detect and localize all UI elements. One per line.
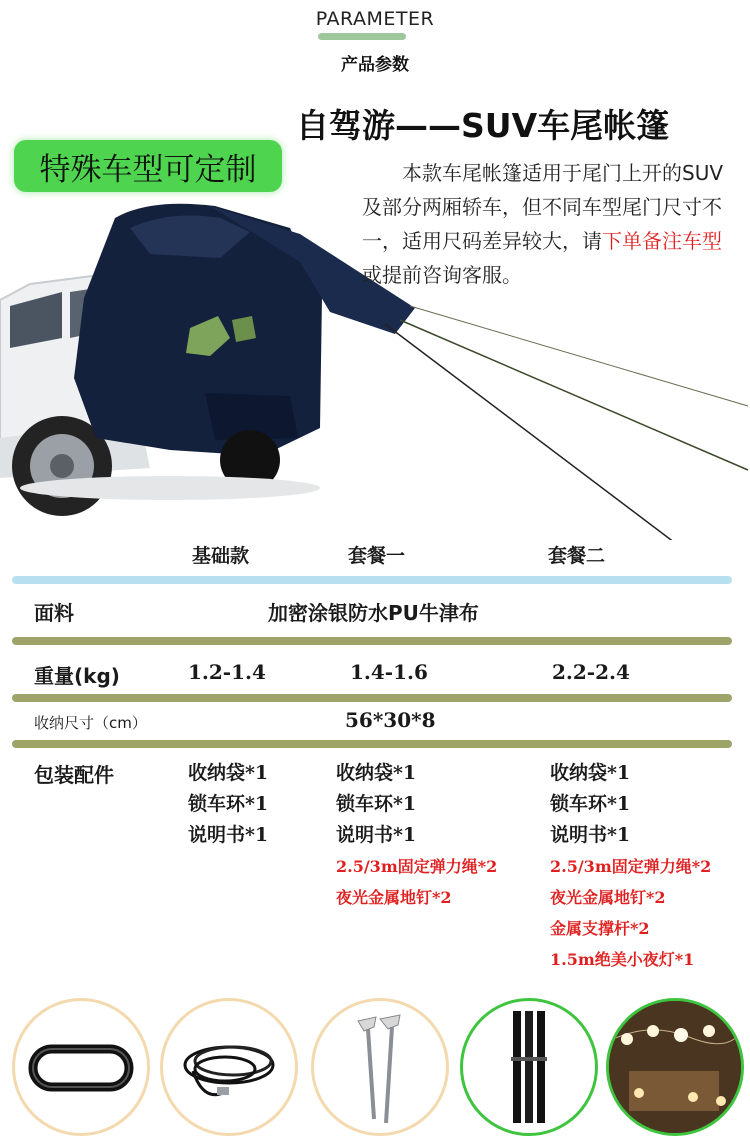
list-item-extra: 2.5/3m固定弹力绳*2 [336, 857, 498, 876]
accessories-basic [188, 758, 268, 851]
description-text-end: 或提前咨询客服。 [362, 263, 522, 287]
pole-icon [463, 1001, 595, 1133]
column-basic: 基础款 [192, 545, 250, 567]
list-item-extra: 1.5m绝美小夜灯*1 [550, 950, 695, 969]
storage-label: 收纳尺寸（cm） [34, 714, 147, 732]
carabiner-icon [15, 1001, 147, 1133]
fabric-value: 加密涂银防水PU牛津布 [268, 601, 479, 625]
description-text: 本款车尾帐篷适用于尾门上开的SUV及部分两厢轿车，但不同车型尾门尺寸不一，适用尺码差异较大，请 [362, 161, 724, 253]
header-divider [12, 576, 732, 584]
rope-icon [163, 1001, 295, 1133]
storage-value: 56*30*8 [345, 708, 436, 732]
string-lights-image [606, 998, 744, 1136]
list-item: 说明书*1 [188, 824, 269, 846]
ground-stakes-image [311, 998, 449, 1136]
list-item-extra: 夜光金属地钉*2 [550, 888, 666, 907]
weight-package-2: 2.2-2.4 [552, 660, 630, 684]
list-item: 收纳袋*1 [550, 762, 631, 784]
list-item-extra: 夜光金属地钉*2 [336, 888, 452, 907]
row-divider [12, 637, 732, 645]
row-divider [12, 694, 732, 702]
accessories-label: 包装配件 [34, 763, 114, 787]
stake-icon [314, 1001, 446, 1133]
weight-basic: 1.2-1.4 [188, 660, 266, 684]
elastic-rope-image [160, 998, 298, 1136]
list-item: 收纳袋*1 [188, 762, 269, 784]
description-highlight: 下单备注车型 [602, 229, 722, 253]
accessories-package-2 [550, 758, 711, 975]
row-divider [12, 740, 732, 748]
parameter-heading: PARAMETER [315, 8, 435, 30]
custom-model-badge-label: 特殊车型可定制 [39, 152, 257, 188]
list-item-extra: 金属支撑杆*2 [550, 919, 650, 938]
column-package-1: 套餐一 [348, 545, 406, 567]
list-item: 锁车环*1 [550, 793, 631, 815]
heading-underline [318, 33, 406, 40]
weight-label: 重量(kg) [34, 664, 120, 688]
carabiner-image [12, 998, 150, 1136]
list-item: 说明书*1 [550, 824, 631, 846]
list-item: 锁车环*1 [336, 793, 417, 815]
support-poles-image [460, 998, 598, 1136]
product-description [362, 156, 736, 292]
fabric-label: 面料 [34, 601, 74, 625]
light-bulb-icon [609, 1001, 741, 1133]
list-item: 说明书*1 [336, 824, 417, 846]
list-item-extra: 2.5/3m固定弹力绳*2 [550, 857, 712, 876]
column-package-2: 套餐二 [548, 545, 606, 567]
product-title: 自驾游——SUV车尾帐篷 [296, 106, 670, 145]
list-item: 收纳袋*1 [336, 762, 417, 784]
weight-package-1: 1.4-1.6 [350, 660, 428, 684]
list-item: 锁车环*1 [188, 793, 269, 815]
section-title: 产品参数 [341, 55, 409, 75]
accessories-package-1 [336, 758, 497, 913]
